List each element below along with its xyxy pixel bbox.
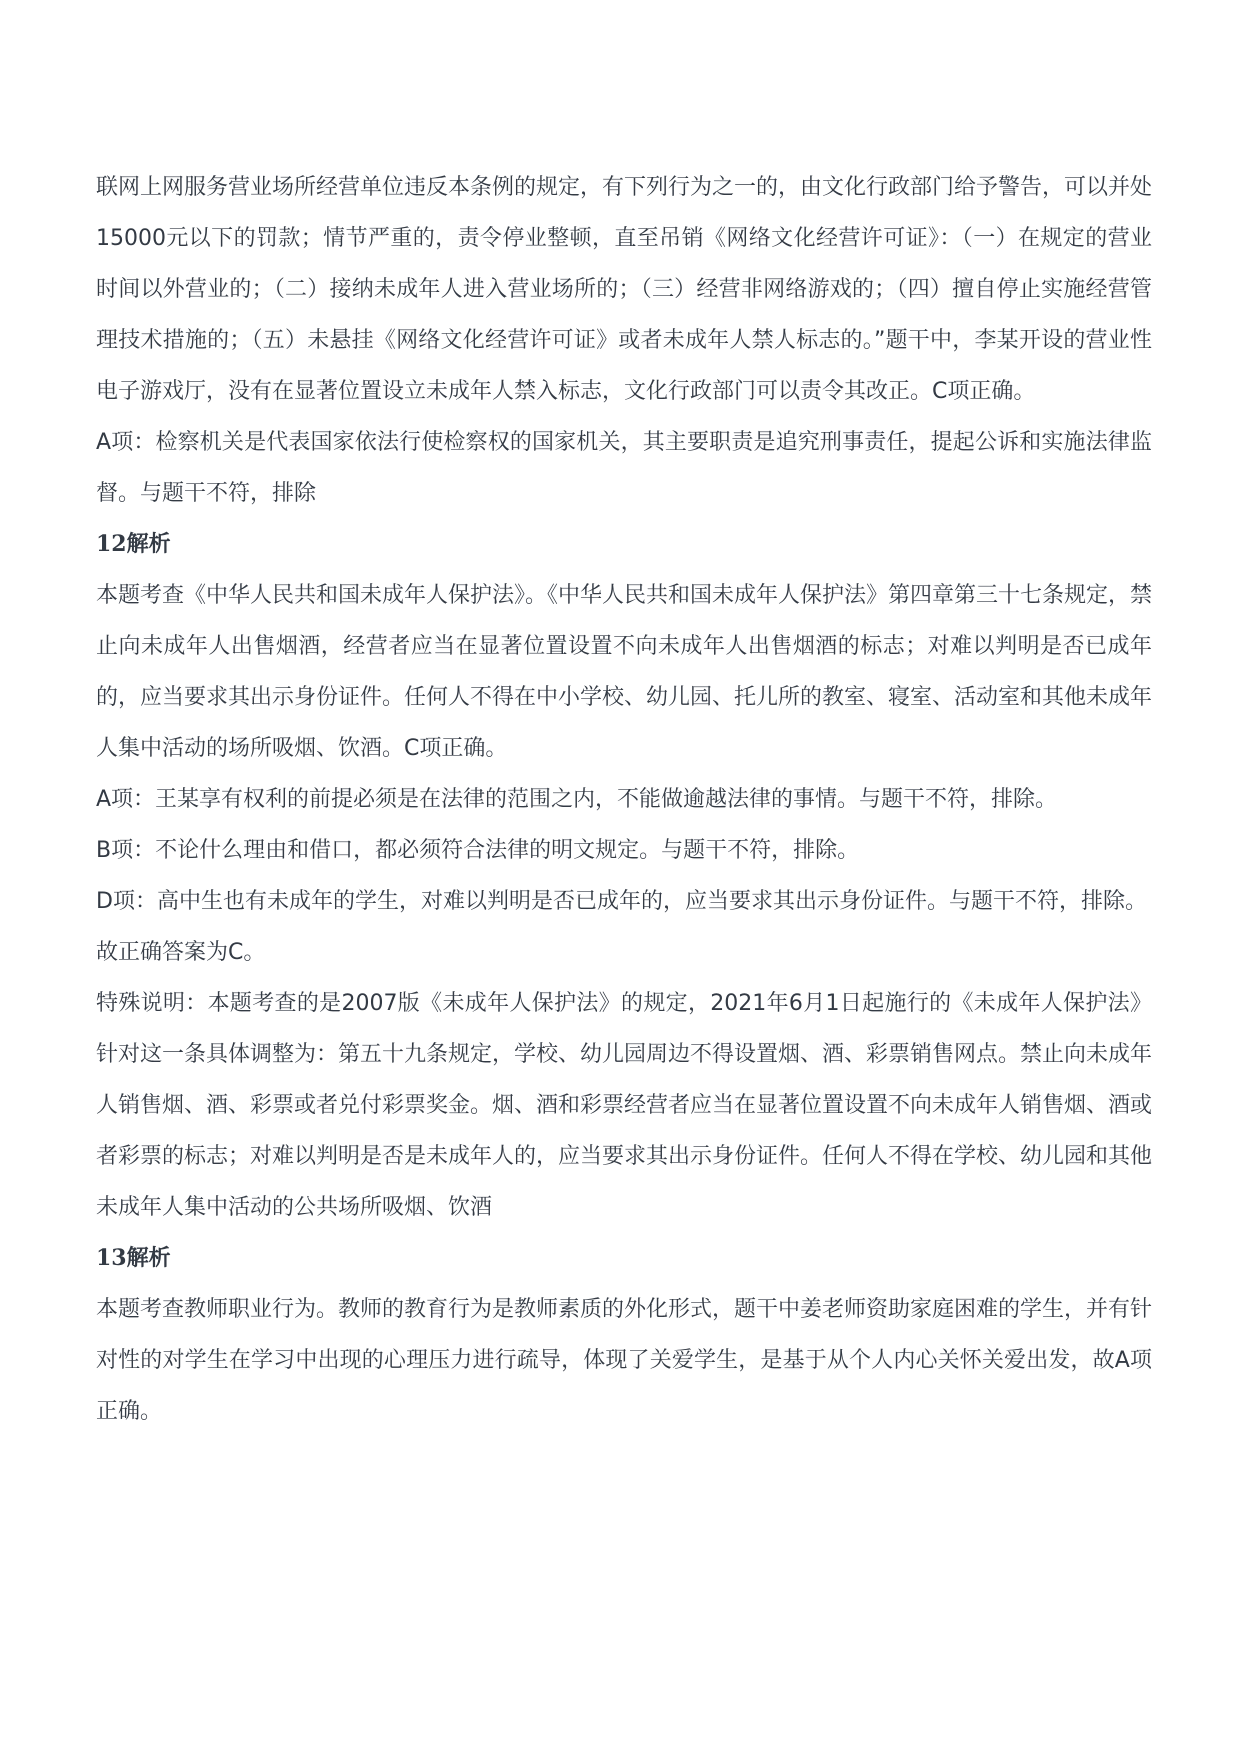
continuation-paragraph: 联网上网服务营业场所经营单位违反本条例的规定，有下列行为之一的，由文化行政部门给予警告，可以并处15000元以下的罚款；情节严重的，责令停业整顿，直至吊销《网络文化经营许可证》：（一）在规定的营业时间以外营业的；（二）接纳未成年人进入营业场所的；（三）经营非网络游戏的；（四）擅自停止实施经营管理技术措施的；（五）未悬挂《网络文化经营许可证》或者未成年人禁人标志的。”题干中，李某开设的营业性电子游戏厅，没有在显著位置设立未成年人禁入标志，文化行政部门可以责令其改正。C项正确。 <box>96 175 1153 404</box>
section-12-option-d: D项：高中生也有未成年的学生，对难以判明是否已成年的，应当要求其出示身份证件。与题干不符，排除。 <box>96 889 1147 914</box>
section-13-heading: 13解析 <box>96 1245 171 1271</box>
section-12-intro: 本题考查《中华人民共和国未成年人保护法》。《中华人民共和国未成年人保护法》第四章第三十七条规定，禁止向未成年人出售烟酒，经营者应当在显著位置设置不向未成年人出售烟酒的标志；对难以判明是否已成年的，应当要求其出示身份证件。任何人不得在中小学校、幼儿园、托儿所的教室、寝室、活动室和其他未成年人集中活动的场所吸烟、饮酒。C项正确。 <box>96 583 1153 761</box>
section-12-heading: 12解析 <box>96 531 171 557</box>
section-12-special-note: 特殊说明：本题考查的是2007版《未成年人保护法》的规定，2021年6月1日起施行的《未成年人保护法》针对这一条具体调整为：第五十九条规定，学校、幼儿园周边不得设置烟、酒、彩票销售网点。禁止向未成年人销售烟、酒、彩票或者兑付彩票奖金。烟、酒和彩票经营者应当在显著位置设置不向未成年人销售烟、酒或者彩票的标志；对难以判明是否是未成年人的，应当要求其出示身份证件。任何人不得在学校、幼儿园和其他未成年人集中活动的公共场所吸烟、饮酒 <box>96 991 1153 1220</box>
option-a-analysis: A项：检察机关是代表国家依法行使检察权的国家机关，其主要职责是追究刑事责任，提起公诉和实施法律监督。与题干不符，排除 <box>96 430 1152 506</box>
section-12-option-b: B项：不论什么理由和借口，都必须符合法律的明文规定。与题干不符，排除。 <box>96 838 860 863</box>
section-12-option-a: A项：王某享有权利的前提必须是在法律的范围之内，不能做逾越法律的事情。与题干不符，排除。 <box>96 787 1058 812</box>
document-page <box>96 162 1152 1437</box>
section-13-intro: 本题考查教师职业行为。教师的教育行为是教师素质的外化形式，题干中姜老师资助家庭困难的学生，并有针对性的对学生在学习中出现的心理压力进行疏导，体现了关爱学生，是基于从个人内心关怀关爱出发，故A项正确。 <box>96 1297 1153 1424</box>
section-12-answer: 故正确答案为C。 <box>96 940 266 965</box>
